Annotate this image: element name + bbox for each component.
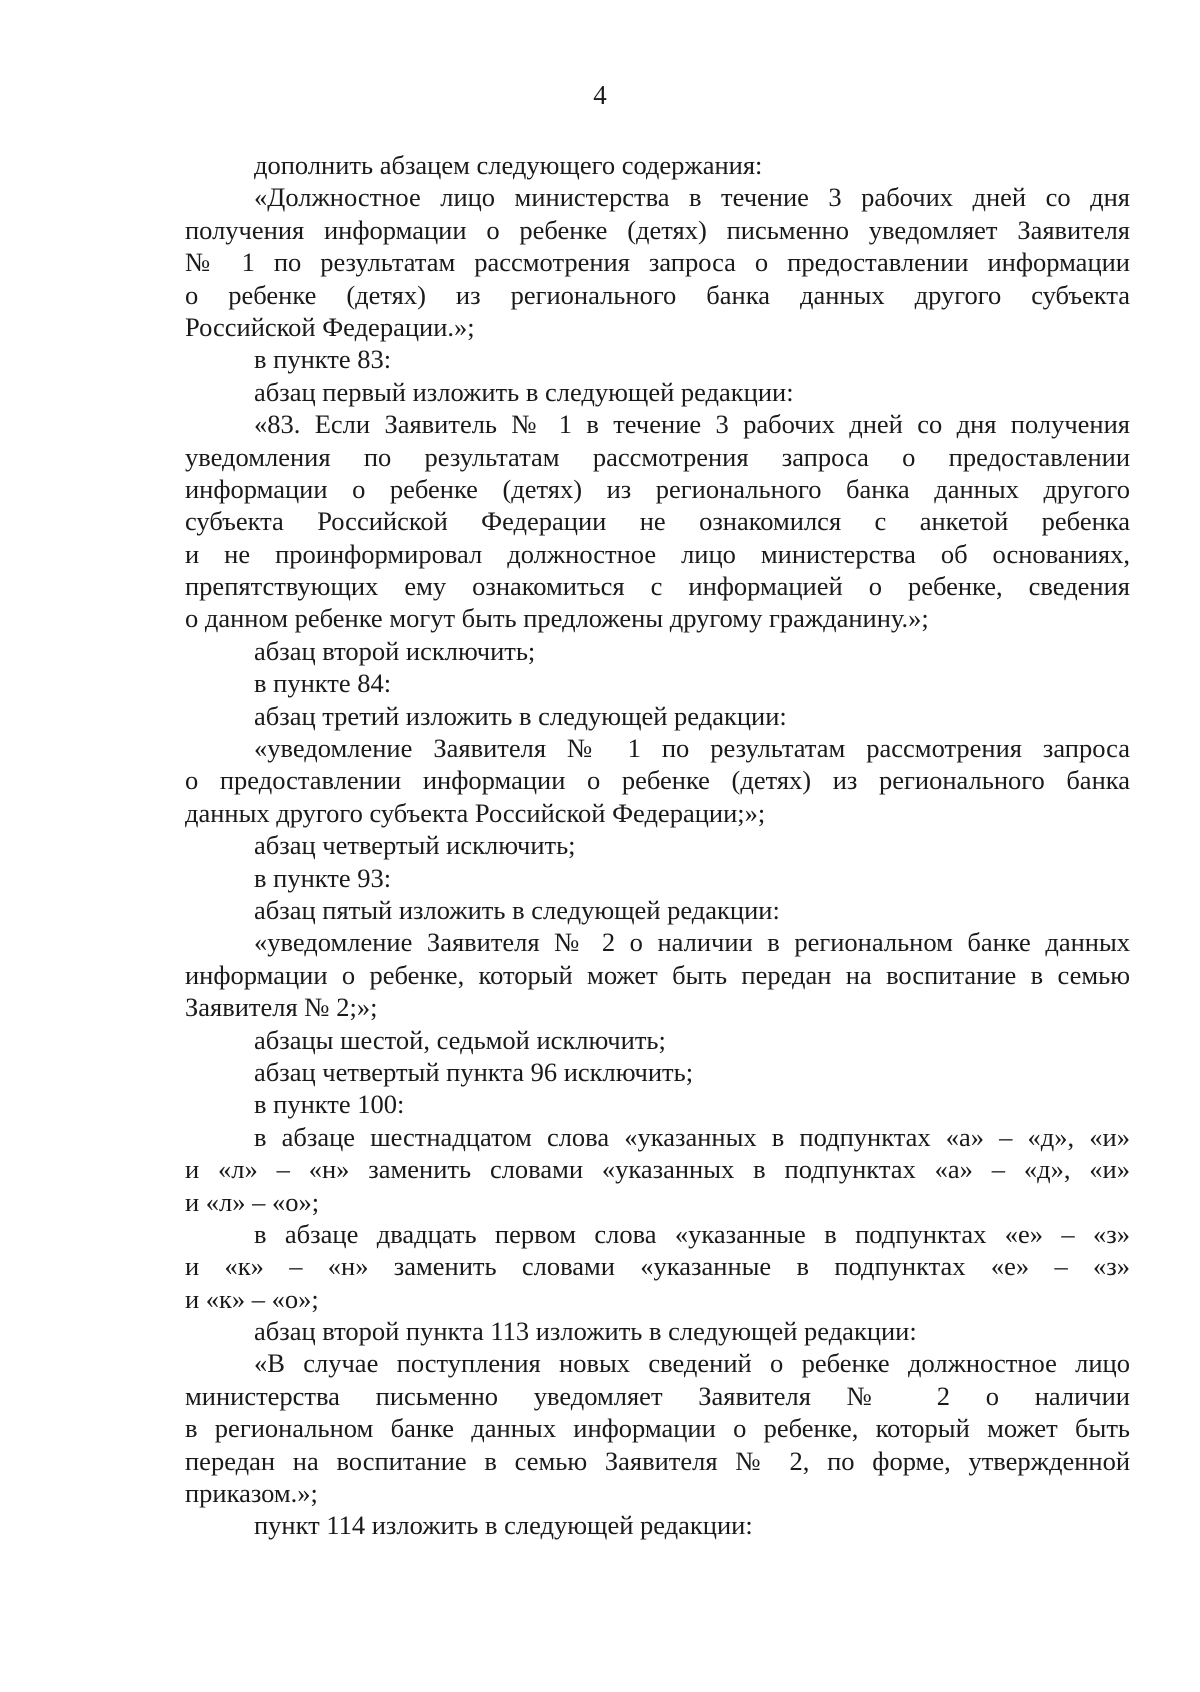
page-number: 4: [593, 80, 607, 110]
text-line: Заявителя № 2;»;: [185, 992, 378, 1023]
paragraph: [185, 700, 1130, 732]
paragraph: [185, 894, 1130, 926]
paragraph: [185, 408, 1130, 635]
text-line: и «к» – «о»;: [185, 1283, 319, 1314]
text-line: субъекта Российской Федерации не ознакомился с анкетой ребенка: [185, 506, 1130, 537]
text-line: пункт 114 изложить в следующей редакции:: [254, 1510, 753, 1541]
text-line: в пункте 93:: [254, 862, 392, 893]
text-line: приказом.»;: [185, 1478, 318, 1509]
paragraph: [185, 1315, 1130, 1347]
text-line: о данном ребенке могут быть предложены другому гражданину.»;: [185, 603, 929, 634]
text-line: абзац второй пункта 113 изложить в следующей редакции:: [254, 1316, 917, 1347]
text-line: абзац четвертый исключить;: [254, 830, 576, 861]
text-line: препятствующих ему ознакомиться с информацией о ребенке, сведения: [185, 571, 1130, 602]
text-line: и не проинформировал должностное лицо министерства об основаниях,: [185, 538, 1130, 569]
text-line: уведомления по результатам рассмотрения запроса о предоставлении: [185, 441, 1130, 472]
paragraph: [185, 862, 1130, 894]
text-line: дополнить абзацем следующего содержания:: [254, 150, 763, 180]
document-body: [185, 149, 1130, 1542]
text-line: «уведомление Заявителя № 1 по результатам рассмотрения запроса: [254, 733, 1130, 764]
text-line: Российской Федерации.»;: [185, 311, 475, 342]
text-line: «83. Если Заявитель № 1 в течение 3 рабочих дней со дня получения: [254, 409, 1130, 440]
text-line: в региональном банке данных информации о ребенке, который может быть: [185, 1413, 1130, 1444]
text-line: в пункте 100:: [254, 1089, 405, 1120]
paragraph: [185, 1218, 1130, 1315]
text-line: и «к» – «н» заменить словами «указанные в подпунктах «е» – «з»: [185, 1251, 1130, 1282]
text-line: информации о ребенке (детях) из регионального банка данных другого: [185, 473, 1130, 504]
text-line: и «л» – «н» заменить словами «указанных в подпунктах «а» – «д», «и»: [185, 1154, 1130, 1185]
text-line: о предоставлении информации о ребенке (детях) из регионального банка: [185, 765, 1130, 796]
paragraph: [185, 732, 1130, 829]
paragraph: [185, 376, 1130, 408]
text-line: абзац четвертый пункта 96 исключить;: [254, 1056, 694, 1087]
text-line: абзац третий изложить в следующей редакции:: [254, 700, 787, 731]
text-line: абзацы шестой, седьмой исключить;: [254, 1024, 666, 1055]
paragraph: [185, 149, 1130, 181]
paragraph: [185, 667, 1130, 699]
text-line: «Должностное лицо министерства в течение 3 рабочих дней со дня: [254, 182, 1130, 213]
text-line: в пункте 83:: [254, 344, 392, 375]
text-line: «уведомление Заявителя № 2 о наличии в региональном банке данных: [254, 927, 1130, 958]
paragraph: [185, 926, 1130, 1023]
paragraph: [185, 1088, 1130, 1120]
text-line: получения информации о ребенке (детях) письменно уведомляет Заявителя: [185, 214, 1130, 245]
paragraph: [185, 1024, 1130, 1056]
text-line: информации о ребенке, который может быть передан на воспитание в семью: [185, 959, 1130, 990]
paragraph: [185, 635, 1130, 667]
text-line: передан на воспитание в семью Заявителя № 2, по форме, утвержденной: [185, 1445, 1130, 1476]
text-line: в абзаце двадцать первом слова «указанные в подпунктах «е» – «з»: [254, 1218, 1130, 1249]
text-line: абзац второй исключить;: [254, 635, 536, 666]
paragraph: [185, 181, 1130, 343]
text-line: о ребенке (детях) из регионального банка данных другого субъекта: [185, 279, 1130, 310]
text-line: и «л» – «о»;: [185, 1186, 320, 1217]
text-line: абзац первый изложить в следующей редакции:: [254, 376, 794, 407]
text-line: в абзаце шестнадцатом слова «указанных в подпунктах «а» – «д», «и»: [254, 1121, 1130, 1152]
paragraph: [185, 1347, 1130, 1509]
text-line: в пункте 84:: [254, 668, 392, 699]
paragraph: [185, 1056, 1130, 1088]
text-line: № 1 по результатам рассмотрения запроса о предоставлении информации: [185, 247, 1130, 278]
text-line: министерства письменно уведомляет Заявителя № 2 о наличии: [185, 1380, 1130, 1411]
text-line: «В случае поступления новых сведений о ребенке должностное лицо: [254, 1348, 1130, 1379]
paragraph: [185, 343, 1130, 375]
paragraph: [185, 1121, 1130, 1218]
paragraph: [185, 829, 1130, 861]
text-line: абзац пятый изложить в следующей редакции:: [254, 894, 780, 925]
text-line: данных другого субъекта Российской Федерации;»;: [185, 797, 766, 828]
paragraph: [185, 1509, 1130, 1541]
